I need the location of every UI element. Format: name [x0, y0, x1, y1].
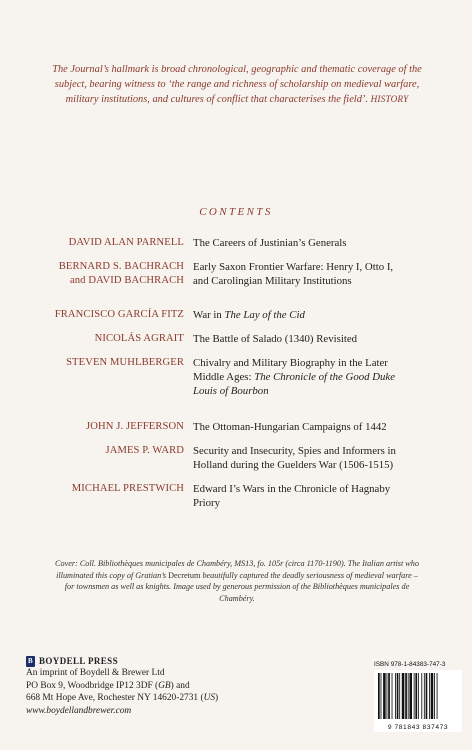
toc-author-line: and DAVID BACHRACH: [69, 275, 184, 287]
barcode-bar: [397, 673, 399, 719]
barcode-bar: [429, 673, 430, 719]
country-code: GB: [158, 680, 171, 691]
toc-author: MICHAEL PRESTWICH: [71, 483, 184, 494]
publisher-name: BOYDELL PRESS: [39, 656, 118, 666]
toc-author: DAVID ALAN PARNELL: [68, 237, 184, 248]
toc-title-line: [193, 370, 458, 384]
toc-title: [193, 308, 458, 322]
boydell-logo-icon: B: [27, 656, 34, 665]
barcode-bar: [437, 673, 438, 719]
cover-credit-line: [26, 570, 448, 582]
barcode-bar: [431, 673, 434, 719]
toc-title: The Battle of Salado (1340) Revisited: [193, 333, 358, 345]
toc-title-italic: The Lay of the Cid: [224, 309, 305, 321]
toc-author: [0, 260, 184, 288]
barcode-bar: [378, 673, 380, 719]
barcode-bars: [378, 673, 458, 721]
barcode-bar: [415, 673, 417, 719]
publisher-website: www.boydellandbrewer.com: [26, 705, 132, 716]
barcode-digits: 9 781843 837473: [387, 724, 449, 731]
barcode-block: [374, 661, 462, 732]
barcode-bar: [399, 673, 400, 719]
toc-title: [193, 444, 458, 472]
toc-author: STEVEN MUHLBERGER: [66, 357, 184, 368]
barcode-bar: [387, 673, 388, 719]
barcode-bar: [388, 673, 390, 719]
barcode-bar: [414, 673, 415, 719]
toc-title: The Ottoman-Hungarian Campaigns of 1442: [193, 421, 387, 433]
cover-credit-text: illuminated this copy of Gratian’s: [56, 570, 169, 580]
cover-credit-line: Cover: Coll. Bibliothèques municipales de Chambéry, MS13, fo. 105r (circa 1170-1190). The Italian artist who: [55, 559, 419, 568]
toc-title-prefix: War in: [193, 309, 225, 321]
toc-title-line: [193, 384, 458, 398]
toc-author-line: BERNARD S. BACHRACH: [58, 261, 184, 272]
toc-author: NICOLÁS AGRAIT: [94, 333, 184, 344]
toc-title-italic: The Chronicle of the Good Duke: [254, 371, 396, 384]
barcode-bar: [418, 673, 419, 719]
cover-credit-manuscript: Decretum: [168, 570, 201, 580]
toc-author: JOHN J. JEFFERSON: [86, 421, 184, 432]
toc-title: [193, 356, 458, 399]
barcode-bar: [408, 673, 409, 719]
toc-title: [193, 482, 458, 510]
barcode-bar: [426, 673, 428, 719]
barcode-bar: [402, 673, 405, 719]
barcode-bar: [383, 673, 386, 719]
toc-title: The Careers of Justinian’s Generals: [193, 237, 347, 249]
barcode-bar: [395, 673, 396, 719]
barcode: [374, 670, 462, 732]
toc-title: [193, 260, 458, 288]
toc-title-line: Edward I’s Wars in the Chronicle of Hagnaby: [193, 483, 391, 495]
publisher-imprint: An imprint of Boydell & Brewer Ltd: [26, 668, 165, 679]
barcode-bar: [434, 673, 435, 719]
publisher-block: [26, 655, 256, 717]
toc-title-prefix: Middle Ages:: [193, 371, 255, 384]
barcode-bar: [405, 673, 407, 719]
toc-title-line: Security and Insecurity, Spies and Informers in: [193, 445, 396, 457]
address-text: ) and: [170, 680, 190, 691]
barcode-bar: [421, 673, 422, 719]
toc-title-line: Holland during the Guelders War (1506-1515): [193, 459, 394, 472]
contents-heading: CONTENTS: [199, 206, 273, 218]
quote-line-2: subject, bearing witness to ‘the range and richness of scholarship on medieval warfare,: [54, 79, 420, 90]
toc-author: JAMES P. WARD: [105, 445, 184, 456]
country-code: US: [203, 693, 216, 704]
cover-credit-line: for townsmen as well as knights. Image used by generous permission of the Bibliothèques municipales de: [64, 582, 410, 592]
isbn-label: ISBN 978-1-84383-747-3: [374, 661, 446, 668]
quote-line-3-text: military institutions, and cultures of conflict that characterises the field’.: [65, 94, 368, 105]
address-text: PO Box 9, Woodbridge IP12 3DF (: [26, 680, 159, 691]
cover-credit-text: beautifully captured the deadly seriousness of medieval warfare –: [200, 570, 418, 580]
barcode-bar: [381, 673, 382, 719]
toc-title-italic: Louis of Bourbon: [193, 385, 269, 398]
address-text: 668 Mt Hope Ave, Rochester NY 14620-2731 (: [26, 693, 204, 704]
cover-credit-line: Chambéry.: [219, 593, 255, 603]
toc-title-line: and Carolingian Military Institutions: [193, 275, 352, 288]
toc-title-line: Chivalry and Military Biography in the Later: [193, 357, 388, 369]
quote-line-3: [26, 92, 448, 107]
address-text: ): [215, 693, 219, 704]
barcode-bar: [392, 673, 393, 719]
publisher-address-uk: [26, 680, 256, 692]
barcode-bar: [409, 673, 412, 719]
toc-title-line: Priory: [193, 497, 220, 510]
barcode-bar: [424, 673, 425, 719]
journal-quote: [26, 62, 448, 107]
publisher-address-us: [26, 692, 256, 704]
quote-source: HISTORY: [370, 94, 409, 104]
toc-title-line: Early Saxon Frontier Warfare: Henry I, Otto I,: [193, 261, 394, 273]
publisher-header: [26, 655, 256, 667]
toc-author: FRANCISCO GARCÍA FITZ: [54, 309, 184, 320]
quote-line-1: The Journal’s hallmark is broad chronological, geographic and thematic coverage of the: [52, 64, 422, 75]
cover-credit: [26, 558, 448, 604]
